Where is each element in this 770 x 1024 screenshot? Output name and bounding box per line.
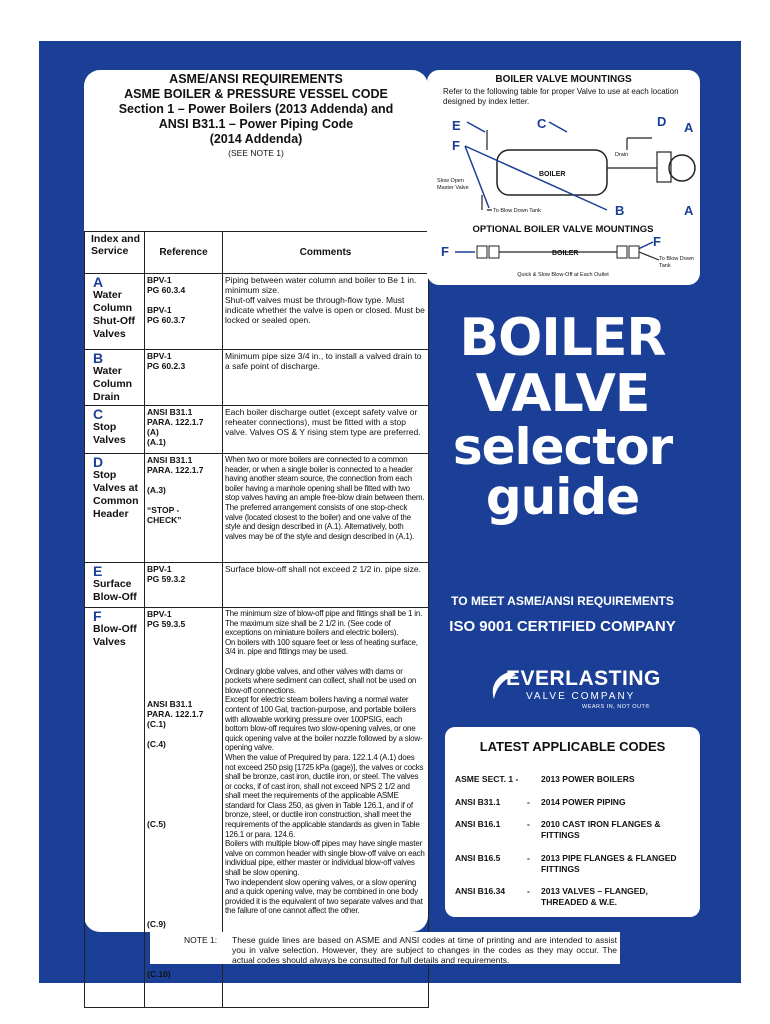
- code-desc: 2014 POWER PIPING: [541, 797, 626, 807]
- reference-cell: BPV-1 PG 60.3.4 BPV-1 PG 60.3.7: [145, 274, 223, 350]
- comments-cell: When two or more boilers are connected to a common header, or when a single boiler is connected to a header having another steam source, the connection from each boiler having a manhole opening shall be fitted with two stop valves having an ample free-blow drain between them. The preferred arrangement consists of one stop-check valve (located closest to the boiler) and one valve of the style and design described in (A.1). Alternatively, both valves may be of the style and design described in (A.1).: [223, 454, 429, 563]
- service-name: Stop Valves: [93, 421, 126, 446]
- valve-shape: [477, 246, 487, 258]
- table-row: [85, 406, 429, 454]
- letter-f-left: F: [441, 244, 449, 259]
- service-name: Stop Valves at Common Header: [93, 469, 139, 520]
- letter-f: F: [452, 138, 460, 153]
- letter-d: D: [657, 114, 667, 129]
- panel-header: [84, 70, 428, 147]
- letter-f-right: F: [653, 234, 661, 249]
- index-letter: C: [93, 406, 104, 422]
- letter-e: E: [452, 118, 461, 133]
- header-line-3: Section 1 – Power Boilers (2013 Addenda) and: [118, 102, 394, 116]
- logo-name: EVERLASTING: [506, 667, 661, 690]
- comments-cell: Minimum pipe size 3/4 in., to install a valved drain to a safe point of discharge.: [223, 350, 429, 406]
- pointer-line: [467, 122, 485, 132]
- header-line-4: ANSI B31.1 – Power Piping Code: [158, 117, 354, 131]
- index-cell: [85, 608, 145, 1008]
- code-dash: -: [527, 853, 530, 863]
- service-name: Water Column Drain: [93, 365, 133, 403]
- header-line-5: (2014 Addenda): [209, 132, 303, 146]
- code-dash: -: [527, 819, 530, 829]
- code-dash: -: [527, 886, 530, 896]
- code-name: ANSI B16.5: [455, 853, 501, 863]
- code-desc: 2013 PIPE FLANGES & FLANGED FITTINGS: [541, 853, 677, 874]
- to-blow-down-label: To Blow Down Tank: [493, 208, 541, 214]
- tagline-asme: TO MEET ASME/ANSI REQUIREMENTS: [451, 594, 674, 608]
- index-letter: B: [93, 350, 104, 366]
- letter-c: C: [537, 116, 547, 131]
- to-blow-down-tank-label: To Blow Down Tank: [659, 256, 694, 269]
- table-row: [85, 350, 429, 406]
- header-line-1: ASME/ANSI REQUIREMENTS: [169, 72, 343, 86]
- index-cell: [85, 406, 145, 454]
- service-name: Water Column Shut-Off Valves: [93, 289, 135, 340]
- mountings-intro: Refer to the following table for proper Valve to use at each location designed by index letter.: [443, 87, 679, 106]
- title-line-guide: guide: [485, 468, 640, 526]
- pointer-line: [549, 122, 567, 132]
- index-letter: E: [93, 563, 103, 579]
- note-label: NOTE 1:: [184, 935, 218, 945]
- reference-cell: ANSI B31.1 PARA. 122.1.7 (A) (A.1): [145, 406, 223, 454]
- table-row: [85, 274, 429, 350]
- code-desc: 2010 CAST IRON FLANGES & FITTINGS: [541, 819, 661, 840]
- code-dash: -: [527, 797, 530, 807]
- optional-title: OPTIONAL BOILER VALVE MOUNTINGS: [472, 224, 654, 235]
- drain-label: Drain: [615, 152, 629, 158]
- index-cell: [85, 454, 145, 563]
- code-desc: 2013 POWER BOILERS: [541, 774, 635, 784]
- valve-shape: [629, 246, 639, 258]
- reference-cell: BPV-1 PG 60.2.3: [145, 350, 223, 406]
- table-row: [85, 454, 429, 563]
- slow-open-label-box: [437, 178, 469, 218]
- code-name: ANSI B16.1: [455, 819, 501, 829]
- note-bar: [150, 932, 620, 964]
- table-header-row: [85, 232, 429, 274]
- index-cell: [85, 350, 145, 406]
- boiler-label: BOILER: [539, 171, 566, 178]
- valve-shape: [489, 246, 499, 258]
- see-note: (SEE NOTE 1): [228, 148, 284, 158]
- code-name: ASME SECT. 1 -: [455, 774, 519, 784]
- codes-title: LATEST APPLICABLE CODES: [479, 739, 666, 754]
- to-blow-down-tank-box: [659, 256, 699, 278]
- service-name: Surface Blow-Off: [93, 578, 137, 603]
- note-text: These guide lines are based on ASME and ANSI codes at time of printing and are intended to assist you in valve selection. However, they are subject to changes in the codes as they may occur. The actual codes should always be consulted for full details and requirements.: [232, 935, 617, 965]
- mountings-panel: [427, 70, 700, 285]
- pipe-line: [639, 252, 659, 260]
- index-letter: A: [93, 274, 104, 290]
- code-name: ANSI B31.1: [455, 797, 501, 807]
- optional-boiler-label: BOILER: [552, 250, 579, 257]
- mountings-title: BOILER VALVE MOUNTINGS: [495, 74, 632, 85]
- mountings-diagram: [427, 110, 700, 285]
- guide-title: [430, 308, 695, 526]
- header-line-2: ASME BOILER & PRESSURE VESSEL CODE: [124, 87, 388, 101]
- tagline-iso: ISO 9001 CERTIFIED COMPANY: [449, 618, 676, 635]
- letter-b: B: [615, 203, 625, 218]
- gauge-shape: [669, 155, 695, 181]
- index-cell: [85, 563, 145, 608]
- col-index-header: Index and Service: [85, 232, 145, 274]
- index-cell: [85, 274, 145, 350]
- requirements-table: [84, 231, 429, 1008]
- letter-a-bottom: A: [684, 203, 694, 218]
- valve-shape: [617, 246, 627, 258]
- reference-cell: BPV-1 PG 59.3.5 ANSI B31.1 PARA. 122.1.7 (C.1) (C.4) (C.5) (C.9) (C.10): [145, 608, 223, 1008]
- logo-sub: VALVE COMPANY: [526, 691, 636, 702]
- codes-panel: [445, 727, 700, 917]
- table-row: [85, 563, 429, 608]
- col-reference-header: Reference: [145, 232, 223, 274]
- index-letter: F: [93, 608, 102, 624]
- code-name: ANSI B16.34: [455, 886, 506, 896]
- col-comments-header: Comments: [223, 232, 429, 274]
- comments-cell: Piping between water column and boiler to Be 1 in. minimum size. Shut-off valves must be through-flow type. Must indicate whether the valve is open or closed. Must be locked or sealed open.: [223, 274, 429, 350]
- code-desc: 2013 VALVES – FLANGED, THREADED & W.E.: [541, 886, 648, 907]
- quick-slow-label: Quick & Slow Blow-Off at Each Outlet: [517, 272, 609, 278]
- title-line-boiler: BOILER: [459, 308, 666, 368]
- title-line-valve: VALVE: [475, 364, 650, 424]
- slow-open-label: Slow Open Master Valve: [437, 178, 469, 191]
- index-letter: D: [93, 454, 104, 470]
- reference-cell: BPV-1 PG 59.3.2: [145, 563, 223, 608]
- logo-slogan: WEARS IN, NOT OUT®: [582, 704, 650, 710]
- reference-cell: ANSI B31.1 PARA. 122.1.7 (A.3) “STOP - CHECK”: [145, 454, 223, 563]
- comments-cell: Each boiler discharge outlet (except safety valve or reheater connections), must be fitted with a stop valve. Valves OS & Y rising stem type are preferred.: [223, 406, 429, 454]
- everlasting-logo: [486, 665, 686, 715]
- letter-a-top: A: [684, 120, 694, 135]
- title-line-selector: selector: [452, 418, 673, 476]
- comments-cell: Surface blow-off shall not exceed 2 1/2 in. pipe size.: [223, 563, 429, 608]
- service-name: Blow-Off Valves: [93, 623, 137, 648]
- comments-cell: The minimum size of blow-off pipe and fittings shall be 1 in. The maximum size shall be 2 1/2 in. (See code of exceptions on miniature boilers and electric boilers). On boilers with 100 square feet or less of heating surface, 3/4 in. pipe and fittings may be used. Ordinary globe valves, and other valves with dams or pockets where sediment can collect, shall not be used on blow-off connections. Except for electric steam boilers having a normal water content of 100 Gal, traction-purpose, and portable boilers with allowable working pressure over 100PSIG, each bottom blow-off requires two slow-opening valves, or one quick opening valve at the boiler nozzle followed by a slow-opening valve. When the value of Prequired by para. 122.1.4 (A.1) does not exceed 250 psig [1725 kPa (gage)], the valves or cocks shall be bronze, cast iron, ductile iron, or steel. The valves or cocks, if of cast iron, shall not exceed NPS 2 1/2 and shall meet the requirements of the applicable ASME standard for Class 250, as given in Table 126.1, and if of bronze, steel, or ductile iron construction, shall meet the requirements of the applicable standards as given in Table 126.1 or para. 124.6. Boilers with multiple blow-off pipes may have single master valve on common header with single blow-off valve on each individual pipe, either master or individual blow-off valves shall be slow opening. Two independent slow opening valves, or a slow opening and a quick opening valve, may be combined in one body provided it is the equivalent of two separate valves and that the failure of one cannot affect the other.: [223, 608, 429, 1008]
